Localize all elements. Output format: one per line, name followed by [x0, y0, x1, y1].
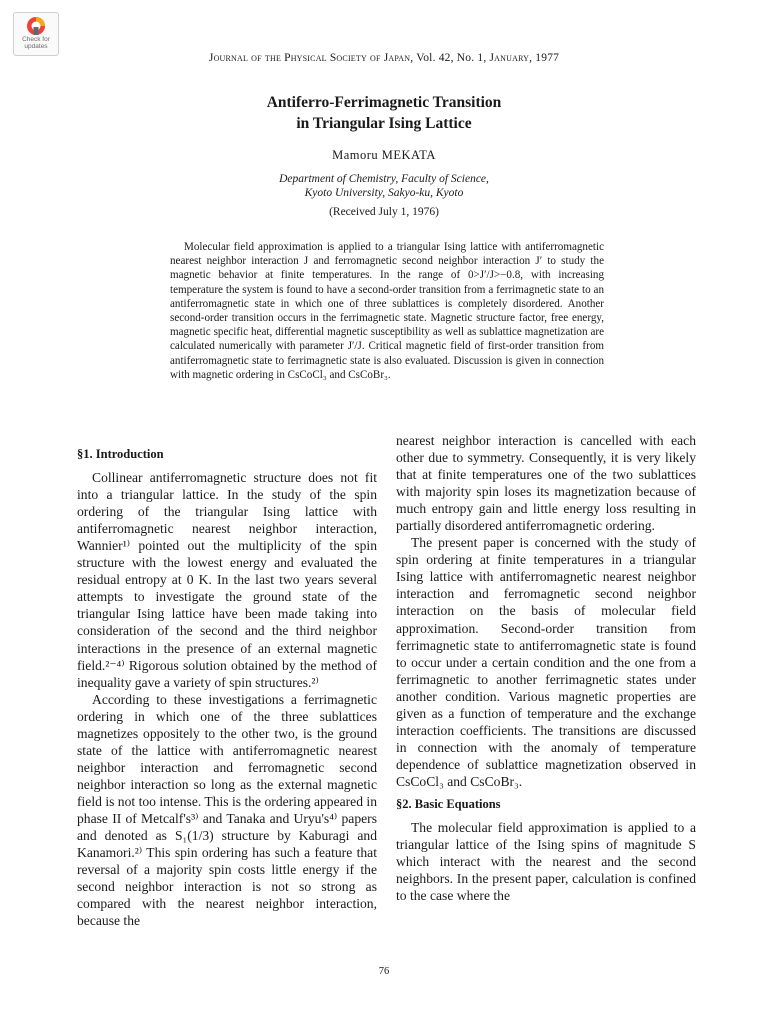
journal-year: , 1977: [529, 52, 560, 64]
title-line-2: in Triangular Ising Lattice: [296, 115, 472, 132]
journal-month: January: [489, 52, 530, 64]
abstract: Molecular field approximation is applied to a triangular Ising lattice with antiferromagnetic nearest neighbor interaction J and ferromagnetic second neighbor interaction J′ to study the magnetic behavior at finite temperatures. In the range of 0>J′/J>−0.8, with increasing temperature the system is found to have a second-order transition from a ferrimagnetic state to an antiferromagnetic state in which one of three sublattices is completely disordered. Another second-order transition occurs in the ferrimagnetic state. Magnetic structure factor, free energy, magnetic specific heat, differential magnetic susceptibility as well as sublattice magnetization are calculated numerically with parameter J′/J. Critical magnetic field of first-order transition from antiferromagnetic state to ferrimagnetic state is also evaluated. Discussion is given in connection with magnetic ordering in CsCoCl₃ and CsCoBr₃.: [170, 241, 604, 381]
crossmark-icon: [26, 16, 46, 36]
page-number: 76: [378, 966, 390, 977]
right-column: [396, 432, 696, 904]
paper-title: [0, 92, 768, 134]
section-heading-basic-equations: §2. Basic Equations: [396, 796, 501, 811]
badge-line-2: updates: [24, 43, 48, 50]
affiliation-line-2: Kyoto University, Sakyo-ku, Kyoto: [304, 187, 464, 199]
journal-name: Journal of the Physical Society of Japan: [208, 52, 411, 64]
author-name: Mamoru MEKATA: [332, 148, 436, 162]
affiliation: [0, 172, 768, 200]
section-heading-introduction: §1. Introduction: [77, 447, 164, 461]
paragraph: The present paper is concerned with the study of spin ordering at finite temperatures in a triangular Ising lattice with antiferromagnetic nearest neighbor interaction and ferromagnetic second neighbor interaction on the basis of molecular field approximation. Second-order transition from ferrimagnetic state to antiferromagnetic state is found to occur under a certain condition and the one from a ferrimagnetic to another ferrimagnetic states under another condition. Various magnetic properties are given as a function of temperature and the exchange interaction coefficients. The transitions are discussed in connection with the anomaly of temperature dependence of sublattice magnetization observed in CsCoCl₃ and CsCoBr₃.: [396, 535, 696, 789]
left-column: [77, 440, 377, 929]
paragraph: The molecular field approximation is applied to a triangular lattice of the Ising spins of magnitude S which interact with the nearest and the second neighbors. In the present paper, calculation is confined to the case where the: [396, 820, 696, 904]
paragraph: According to these investigations a ferrimagnetic ordering in which one of the three sublattices magnetizes oppositely to the other two, is the ground state of the lattice with antiferromagnetic nearest neighbor interaction and ferromagnetic second neighbor interaction so long as the external magnetic field is not too intense. This is the ordering appeared in phase II of Metcalf's³⁾ and Tanaka and Uryu's⁴⁾ papers and denoted as S₁(1/3) structure by Kaburagi and Kanamori.²⁾ This spin ordering has such a feature that reversal of a majority spin costs little energy if the second neighbor interaction is not so strong as compared with the nearest neighbor interaction, because the: [77, 691, 377, 929]
received-date: (Received July 1, 1976): [329, 206, 439, 218]
affiliation-line-1: Department of Chemistry, Faculty of Science,: [279, 173, 489, 185]
title-line-1: Antiferro-Ferrimagnetic Transition: [266, 94, 502, 111]
badge-line-1: Check for: [22, 36, 50, 43]
journal-header: [0, 52, 768, 64]
journal-volume: , Vol. 42, No. 1,: [410, 52, 490, 64]
paragraph: nearest neighbor interaction is cancelled with each other due to symmetry. Consequently, it is very likely that at finite temperatures one of the two sublattices with majority spin loses its magnetization because of much entropy gain and little energy loss resulting in partially disordered antiferromagnetic ordering.: [396, 433, 696, 534]
paragraph: Collinear antiferromagnetic structure does not fit into a triangular lattice. In the study of the spin ordering of the triangular Ising lattice with antiferromagnetic nearest neighbor interaction, Wannier¹⁾ pointed out the multiplicity of the spin structure with the lowest energy and evaluated the residual entropy at 0 K. In the last two years several attempts to investigate the ground state of the triangular Ising lattice have been made taking into consideration of the second and the third neighbor interactions in the presence of an external magnetic field.²⁻⁴⁾ Rigorous solution obtained by the method of inequality gave a variety of spin structures.²⁾: [77, 470, 377, 690]
check-for-updates-badge[interactable]: [13, 12, 59, 56]
